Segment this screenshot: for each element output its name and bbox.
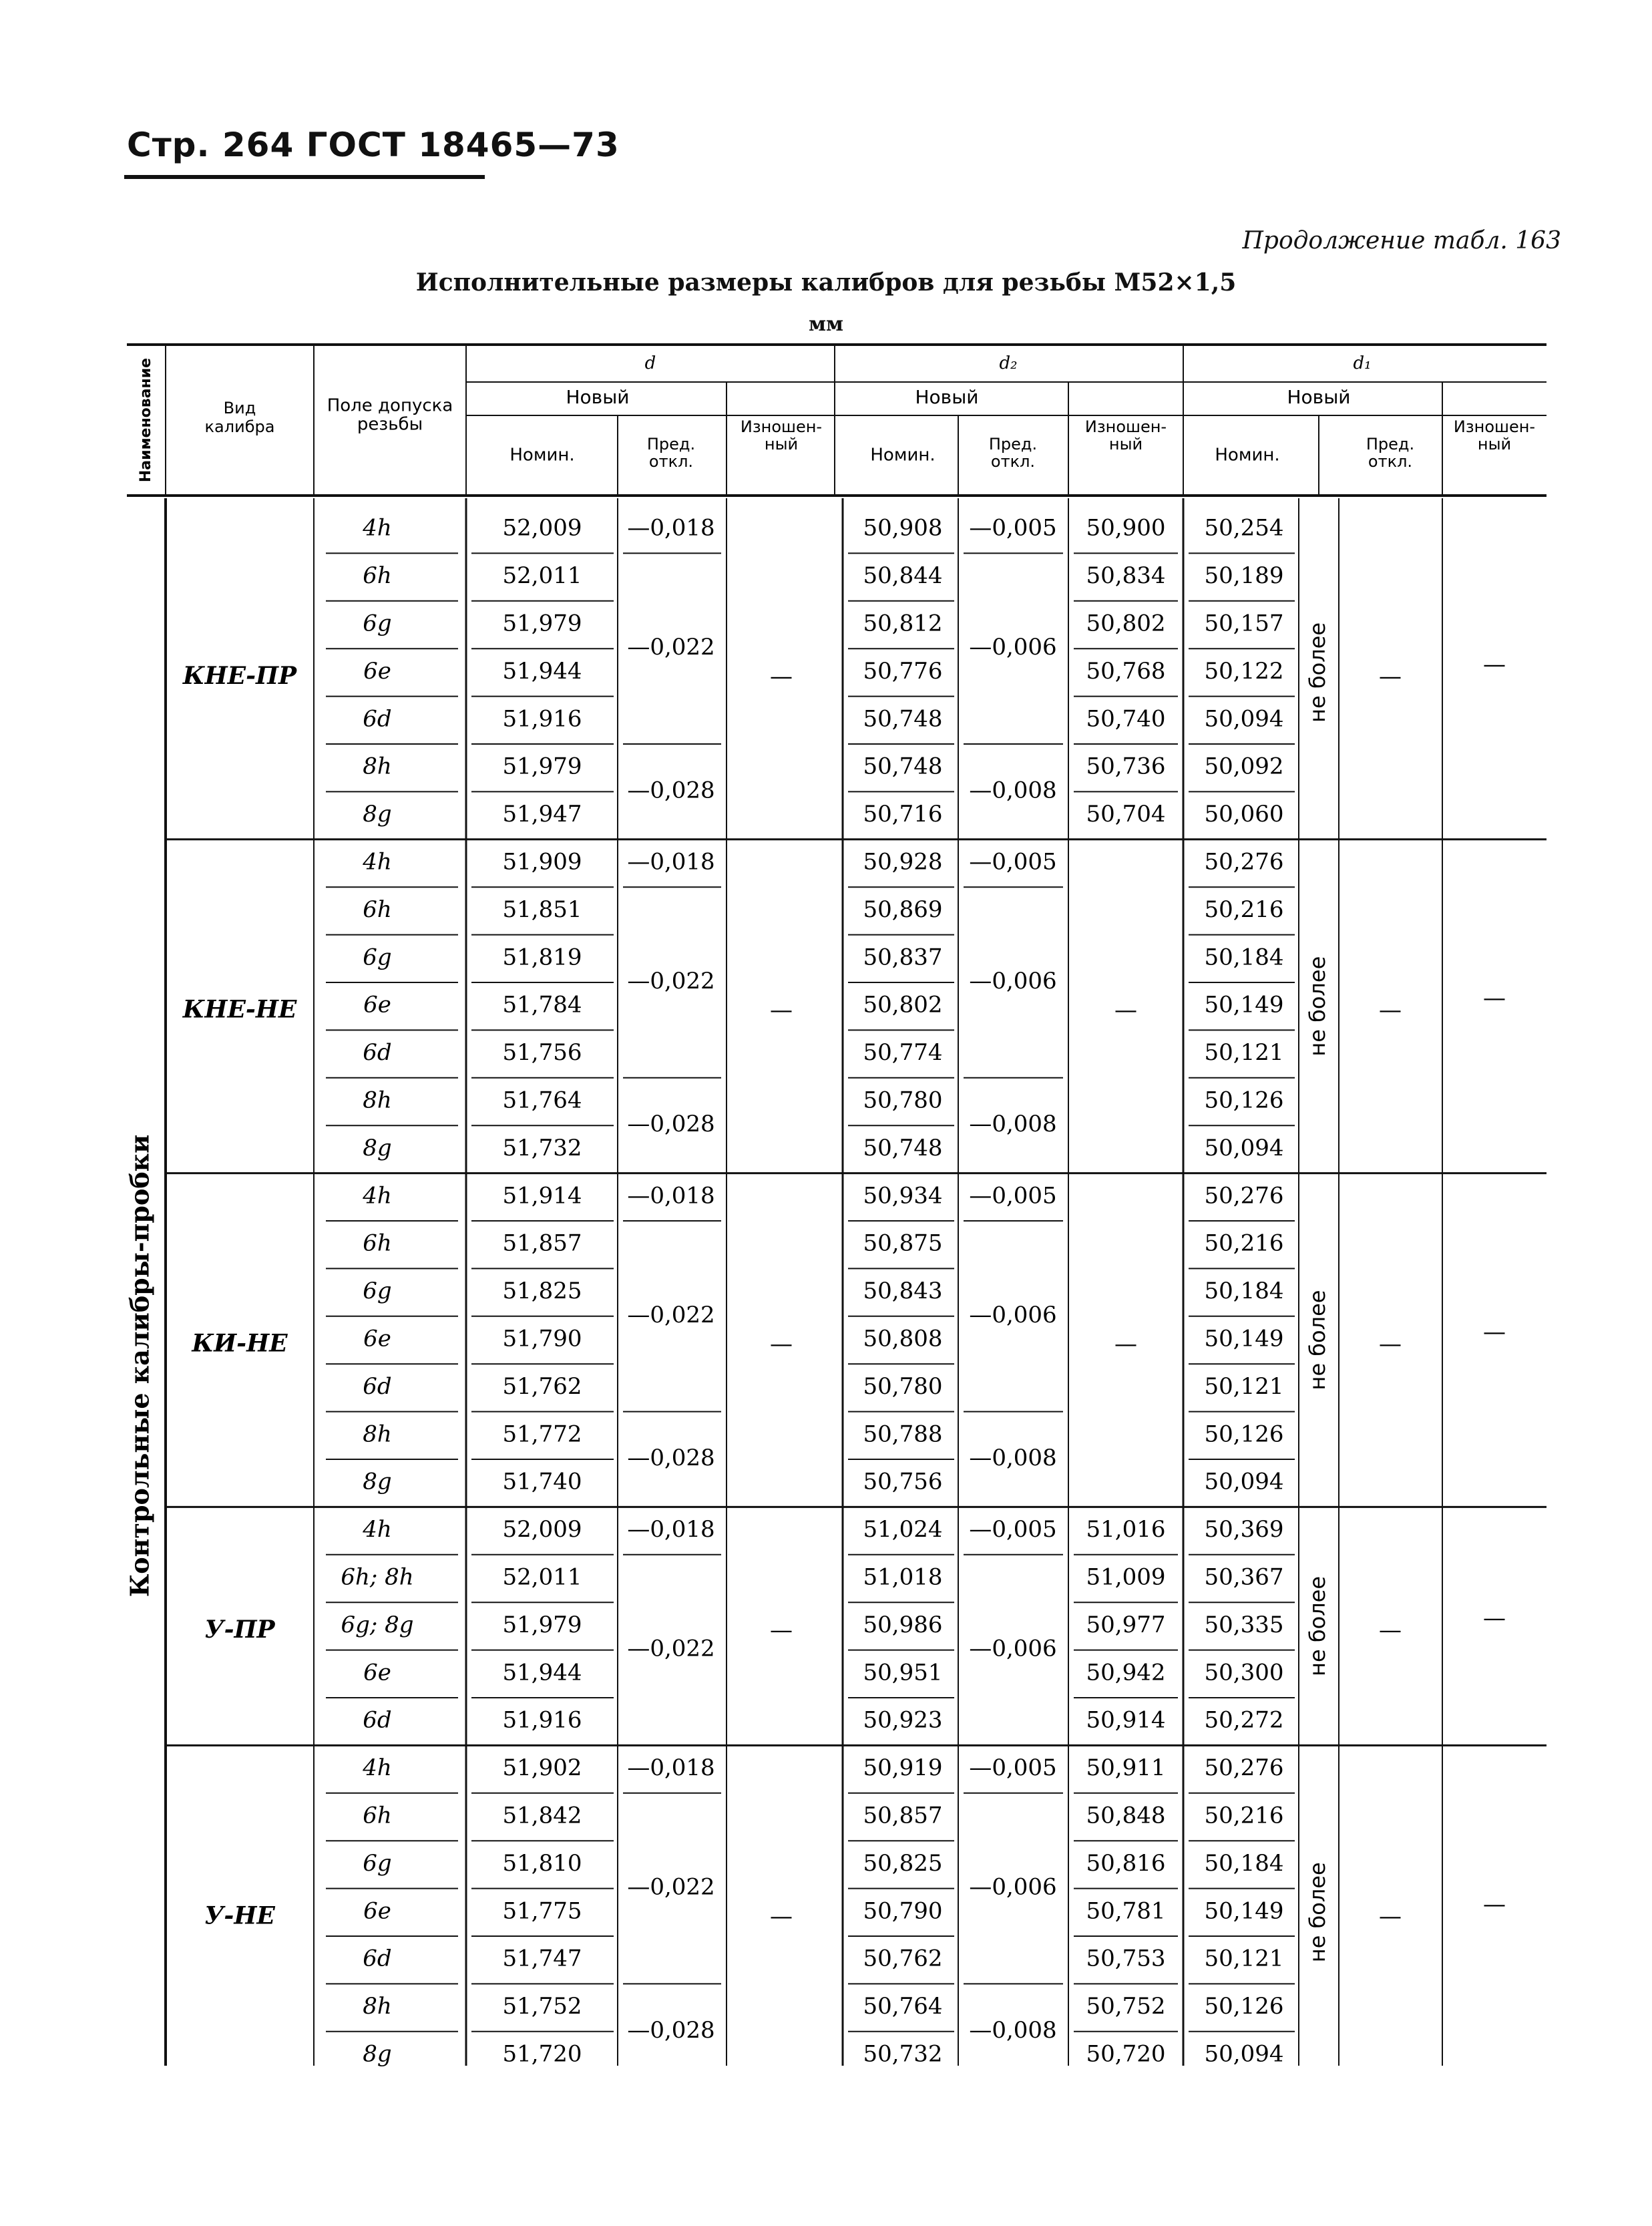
header-new: Новый bbox=[915, 386, 979, 408]
tolerance-field-cell: 6e bbox=[363, 991, 391, 1018]
d2-nominal-cell: 50,934 bbox=[863, 1182, 943, 1210]
d1-deviation-dash: — bbox=[1379, 1616, 1402, 1644]
gauge-type-name: КНЕ-ПР bbox=[182, 661, 297, 690]
d1-nominal-cell: 50,276 bbox=[1204, 1754, 1284, 1782]
d1-nominal-cell: 50,272 bbox=[1204, 1706, 1284, 1734]
header-deviation: откл. bbox=[648, 452, 694, 471]
d2-deviation-cell: —0,008 bbox=[969, 777, 1057, 804]
d2-nominal-cell: 50,908 bbox=[863, 514, 943, 542]
d2-nominal-cell: 50,923 bbox=[863, 1706, 943, 1734]
tolerance-field-cell: 8h bbox=[363, 1087, 392, 1114]
d-deviation-cell: —0,018 bbox=[627, 1182, 715, 1210]
d-nominal-cell: 51,979 bbox=[502, 753, 582, 780]
header-gauge-type: Вид bbox=[223, 399, 256, 417]
d2-nominal-cell: 50,928 bbox=[863, 848, 943, 876]
header-tolerance-field: Поле допуска bbox=[327, 395, 453, 416]
d1-nominal-cell: 50,276 bbox=[1204, 848, 1284, 876]
tolerance-field-cell: 6d bbox=[363, 1945, 392, 1972]
d-deviation-cell: —0,028 bbox=[627, 1111, 715, 1138]
d2-worn-cell: 50,914 bbox=[1086, 1706, 1166, 1734]
d-nominal-cell: 51,825 bbox=[502, 1278, 582, 1305]
d1-nominal-cell: 50,060 bbox=[1204, 801, 1284, 828]
header-worn: ный bbox=[764, 435, 799, 453]
header-name: Наименование bbox=[138, 357, 154, 483]
d-deviation-cell: —0,022 bbox=[627, 1301, 715, 1328]
d2-worn-cell: 50,911 bbox=[1086, 1754, 1166, 1782]
d1-worn-dash: — bbox=[1483, 1891, 1506, 1918]
header-tolerance-field: резьбы bbox=[357, 414, 423, 435]
d1-nominal-cell: 50,216 bbox=[1204, 1230, 1284, 1257]
d2-nominal-cell: 50,825 bbox=[863, 1849, 943, 1877]
d1-nominal-cell: 50,126 bbox=[1204, 1993, 1284, 2020]
header-nominal: Номин. bbox=[1215, 445, 1280, 466]
header-worn: Изношен- bbox=[1453, 417, 1536, 436]
tolerance-field-cell: 6h bbox=[363, 1230, 392, 1257]
d2-worn-cell: 50,977 bbox=[1086, 1611, 1166, 1638]
d-nominal-cell: 51,902 bbox=[502, 1754, 582, 1782]
d1-worn-dash: — bbox=[1483, 651, 1506, 678]
tolerance-field-cell: 6g bbox=[363, 610, 392, 637]
d-worn-dash: — bbox=[770, 1903, 793, 1930]
d2-worn-cell: 50,768 bbox=[1086, 657, 1166, 685]
d1-nominal-cell: 50,369 bbox=[1204, 1516, 1284, 1543]
d2-nominal-cell: 51,024 bbox=[863, 1516, 943, 1543]
tolerance-field-cell: 8g bbox=[363, 801, 392, 828]
d2-deviation-cell: —0,005 bbox=[969, 1516, 1057, 1543]
tolerance-field-cell: 8h bbox=[363, 753, 392, 780]
d1-deviation-dash: — bbox=[1379, 1903, 1402, 1930]
d1-nominal-cell: 50,216 bbox=[1204, 1802, 1284, 1829]
d-nominal-cell: 51,944 bbox=[502, 1659, 582, 1686]
tolerance-field-cell: 6d bbox=[363, 1706, 392, 1734]
d2-deviation-cell: —0,005 bbox=[969, 514, 1057, 542]
d2-worn-dash: — bbox=[1114, 996, 1137, 1024]
tolerance-field-cell: 6e bbox=[363, 1659, 391, 1686]
header-deviation: откл. bbox=[990, 452, 1036, 471]
tolerance-field-cell: 8g bbox=[363, 1134, 392, 1161]
d1-nominal-cell: 50,367 bbox=[1204, 1563, 1284, 1591]
header-new: Новый bbox=[1287, 386, 1351, 408]
d-nominal-cell: 51,947 bbox=[502, 801, 582, 828]
d2-nominal-cell: 50,869 bbox=[863, 896, 943, 923]
header-deviation: Пред. bbox=[1366, 435, 1415, 453]
d-nominal-cell: 51,909 bbox=[502, 848, 582, 876]
tolerance-field-cell: 8g bbox=[363, 1468, 392, 1495]
d-deviation-cell: —0,028 bbox=[627, 1445, 715, 1471]
d-deviation-cell: —0,022 bbox=[627, 634, 715, 661]
d-nominal-cell: 51,944 bbox=[502, 657, 582, 685]
d-deviation-cell: —0,028 bbox=[627, 2016, 715, 2044]
gauge-type-name: КИ-НЕ bbox=[192, 1329, 288, 1358]
d2-deviation-cell: —0,006 bbox=[969, 1873, 1057, 1901]
d-worn-dash: — bbox=[770, 1330, 793, 1358]
d2-worn-cell: 50,752 bbox=[1086, 1993, 1166, 2020]
d-nominal-cell: 51,979 bbox=[502, 1611, 582, 1638]
d1-nominal-cell: 50,184 bbox=[1204, 1849, 1284, 1877]
gauge-type-name: КНЕ-НЕ bbox=[182, 995, 297, 1024]
d-nominal-cell: 51,851 bbox=[502, 896, 582, 923]
d2-nominal-cell: 50,837 bbox=[863, 944, 943, 971]
tolerance-field-cell: 6h bbox=[363, 896, 392, 923]
d2-worn-cell: 50,740 bbox=[1086, 705, 1166, 733]
tolerance-field-cell: 8g bbox=[363, 2040, 392, 2068]
d-deviation-cell: —0,018 bbox=[627, 848, 715, 876]
header-deviation: Пред. bbox=[646, 435, 696, 453]
d2-deviation-cell: —0,006 bbox=[969, 1635, 1057, 1662]
d1-nominal-cell: 50,300 bbox=[1204, 1659, 1284, 1686]
d-nominal-cell: 51,747 bbox=[502, 1945, 582, 1972]
tolerance-field-cell: 6d bbox=[363, 1039, 392, 1067]
d-nominal-cell: 51,732 bbox=[502, 1134, 582, 1161]
d-worn-dash: — bbox=[770, 663, 793, 690]
d-nominal-cell: 51,810 bbox=[502, 1849, 582, 1877]
d-nominal-cell: 52,009 bbox=[502, 1516, 582, 1543]
d-nominal-cell: 51,857 bbox=[502, 1230, 582, 1257]
header-deviation: откл. bbox=[1368, 452, 1413, 471]
d2-nominal-cell: 50,812 bbox=[863, 610, 943, 637]
d-deviation-cell: —0,018 bbox=[627, 1754, 715, 1782]
d1-not-more-note: не более bbox=[1305, 1575, 1330, 1676]
d-nominal-cell: 51,784 bbox=[502, 991, 582, 1018]
d2-worn-cell: 50,781 bbox=[1086, 1897, 1166, 1925]
d-nominal-cell: 51,740 bbox=[502, 1468, 582, 1495]
d2-nominal-cell: 50,843 bbox=[863, 1278, 943, 1305]
d2-nominal-cell: 50,875 bbox=[863, 1230, 943, 1257]
d1-nominal-cell: 50,184 bbox=[1204, 944, 1284, 971]
tolerance-field-cell: 6e bbox=[363, 1325, 391, 1352]
tolerance-field-cell: 6e bbox=[363, 1897, 391, 1925]
d-deviation-cell: —0,022 bbox=[627, 1635, 715, 1662]
d1-nominal-cell: 50,149 bbox=[1204, 1325, 1284, 1352]
tolerance-field-cell: 6d bbox=[363, 1372, 392, 1400]
d2-worn-cell: 50,900 bbox=[1086, 514, 1166, 542]
d1-nominal-cell: 50,126 bbox=[1204, 1421, 1284, 1448]
header-worn: Изношен- bbox=[1084, 417, 1167, 436]
tolerance-field-cell: 8h bbox=[363, 1993, 392, 2020]
d-nominal-cell: 52,009 bbox=[502, 514, 582, 542]
d-worn-dash: — bbox=[770, 1616, 793, 1644]
d2-nominal-cell: 50,788 bbox=[863, 1421, 943, 1448]
gauge-type-name: У-НЕ bbox=[204, 1901, 275, 1930]
header-new: Новый bbox=[566, 386, 630, 408]
d1-nominal-cell: 50,276 bbox=[1204, 1182, 1284, 1210]
tolerance-field-cell: 4h bbox=[363, 1182, 392, 1210]
d-nominal-cell: 51,756 bbox=[502, 1039, 582, 1067]
d2-deviation-cell: —0,008 bbox=[969, 2016, 1057, 2044]
d2-worn-cell: 50,816 bbox=[1086, 1849, 1166, 1877]
d2-deviation-cell: —0,005 bbox=[969, 1182, 1057, 1210]
tolerance-field-cell: 4h bbox=[363, 848, 392, 876]
d2-nominal-cell: 50,776 bbox=[863, 657, 943, 685]
tolerance-field-cell: 4h bbox=[363, 514, 392, 542]
tolerance-field-cell: 6g bbox=[363, 944, 392, 971]
d2-deviation-cell: —0,006 bbox=[969, 634, 1057, 661]
d1-nominal-cell: 50,126 bbox=[1204, 1087, 1284, 1114]
d2-worn-cell: 50,720 bbox=[1086, 2040, 1166, 2068]
d-nominal-cell: 51,772 bbox=[502, 1421, 582, 1448]
d2-deviation-cell: —0,005 bbox=[969, 1754, 1057, 1782]
d1-nominal-cell: 50,094 bbox=[1204, 1134, 1284, 1161]
header-d1: d₁ bbox=[1353, 353, 1372, 373]
continuation-note: Продолжение табл. 163 bbox=[1242, 227, 1561, 254]
d2-nominal-cell: 50,919 bbox=[863, 1754, 943, 1782]
d-nominal-cell: 52,011 bbox=[502, 1563, 582, 1591]
d2-nominal-cell: 50,780 bbox=[863, 1087, 943, 1114]
tolerance-field-cell: 6h bbox=[363, 562, 392, 590]
tolerance-field-cell: 6e bbox=[363, 657, 391, 685]
d2-nominal-cell: 50,748 bbox=[863, 1134, 943, 1161]
d-nominal-cell: 51,720 bbox=[502, 2040, 582, 2068]
d2-deviation-cell: —0,008 bbox=[969, 1445, 1057, 1471]
d1-nominal-cell: 50,254 bbox=[1204, 514, 1284, 542]
tolerance-field-cell: 6h; 8h bbox=[341, 1563, 414, 1591]
d2-nominal-cell: 50,748 bbox=[863, 705, 943, 733]
d1-nominal-cell: 50,157 bbox=[1204, 610, 1284, 637]
header-deviation: Пред. bbox=[988, 435, 1038, 453]
d1-nominal-cell: 50,092 bbox=[1204, 753, 1284, 780]
d2-deviation-cell: —0,005 bbox=[969, 848, 1057, 876]
d1-not-more-note: не более bbox=[1305, 956, 1330, 1057]
tolerance-field-cell: 6d bbox=[363, 705, 392, 733]
d2-nominal-cell: 50,716 bbox=[863, 801, 943, 828]
d-deviation-cell: —0,022 bbox=[627, 1873, 715, 1901]
d1-deviation-dash: — bbox=[1379, 663, 1402, 690]
d1-nominal-cell: 50,149 bbox=[1204, 1897, 1284, 1925]
d1-nominal-cell: 50,189 bbox=[1204, 562, 1284, 590]
d-nominal-cell: 51,916 bbox=[502, 1706, 582, 1734]
d-nominal-cell: 51,842 bbox=[502, 1802, 582, 1829]
d2-deviation-cell: —0,008 bbox=[969, 1111, 1057, 1138]
d1-deviation-dash: — bbox=[1379, 996, 1402, 1024]
d1-nominal-cell: 50,121 bbox=[1204, 1945, 1284, 1972]
d1-nominal-cell: 50,335 bbox=[1204, 1611, 1284, 1638]
d1-not-more-note: не более bbox=[1305, 1290, 1330, 1390]
d-deviation-cell: —0,018 bbox=[627, 514, 715, 542]
d1-nominal-cell: 50,121 bbox=[1204, 1372, 1284, 1400]
d-nominal-cell: 51,916 bbox=[502, 705, 582, 733]
d2-worn-cell: 51,016 bbox=[1086, 1516, 1166, 1543]
d2-nominal-cell: 50,764 bbox=[863, 1993, 943, 2020]
d2-worn-cell: 50,736 bbox=[1086, 753, 1166, 780]
d-nominal-cell: 51,762 bbox=[502, 1372, 582, 1400]
header-worn: ный bbox=[1477, 435, 1512, 453]
header-nominal: Номин. bbox=[870, 445, 936, 466]
d1-nominal-cell: 50,121 bbox=[1204, 1039, 1284, 1067]
d1-worn-dash: — bbox=[1483, 1604, 1506, 1632]
category-label: Контрольные калибры-пробки bbox=[124, 1134, 155, 1598]
d2-nominal-cell: 50,748 bbox=[863, 753, 943, 780]
d2-nominal-cell: 50,808 bbox=[863, 1325, 943, 1352]
d-nominal-cell: 51,819 bbox=[502, 944, 582, 971]
d2-worn-cell: 51,009 bbox=[1086, 1563, 1166, 1591]
d2-nominal-cell: 50,857 bbox=[863, 1802, 943, 1829]
d2-worn-cell: 50,834 bbox=[1086, 562, 1166, 590]
d2-nominal-cell: 50,774 bbox=[863, 1039, 943, 1067]
header-gauge-type: калибра bbox=[204, 417, 275, 436]
d2-nominal-cell: 51,018 bbox=[863, 1563, 943, 1591]
d-nominal-cell: 51,790 bbox=[502, 1325, 582, 1352]
tolerance-field-cell: 4h bbox=[363, 1754, 392, 1782]
header-d2: d₂ bbox=[999, 353, 1018, 373]
d2-nominal-cell: 50,780 bbox=[863, 1372, 943, 1400]
d2-nominal-cell: 50,790 bbox=[863, 1897, 943, 1925]
d2-nominal-cell: 50,732 bbox=[863, 2040, 943, 2068]
tolerance-field-cell: 6g bbox=[363, 1849, 392, 1877]
d1-nominal-cell: 50,094 bbox=[1204, 2040, 1284, 2068]
d1-nominal-cell: 50,184 bbox=[1204, 1278, 1284, 1305]
d-nominal-cell: 51,979 bbox=[502, 610, 582, 637]
d2-nominal-cell: 50,756 bbox=[863, 1468, 943, 1495]
d-nominal-cell: 52,011 bbox=[502, 562, 582, 590]
d-deviation-cell: —0,022 bbox=[627, 968, 715, 994]
d2-worn-cell: 50,942 bbox=[1086, 1659, 1166, 1686]
tolerance-field-cell: 4h bbox=[363, 1516, 392, 1543]
d1-worn-dash: — bbox=[1483, 1318, 1506, 1346]
d2-worn-cell: 50,704 bbox=[1086, 801, 1166, 828]
d1-worn-dash: — bbox=[1483, 984, 1506, 1012]
d2-nominal-cell: 50,802 bbox=[863, 991, 943, 1018]
d-nominal-cell: 51,752 bbox=[502, 1993, 582, 2020]
tolerance-field-cell: 6g; 8g bbox=[341, 1611, 414, 1638]
d-deviation-cell: —0,018 bbox=[627, 1516, 715, 1543]
table-title: Исполнительные размеры калибров для резьбы М52×1,5 bbox=[415, 268, 1237, 297]
d2-nominal-cell: 50,951 bbox=[863, 1659, 943, 1686]
d1-nominal-cell: 50,094 bbox=[1204, 1468, 1284, 1495]
header-worn: ный bbox=[1108, 435, 1143, 453]
d2-nominal-cell: 50,844 bbox=[863, 562, 943, 590]
tolerance-field-cell: 8h bbox=[363, 1421, 392, 1448]
d1-nominal-cell: 50,122 bbox=[1204, 657, 1284, 685]
d1-nominal-cell: 50,149 bbox=[1204, 991, 1284, 1018]
d1-not-more-note: не более bbox=[1305, 1862, 1330, 1963]
d-nominal-cell: 51,764 bbox=[502, 1087, 582, 1114]
d2-worn-cell: 50,753 bbox=[1086, 1945, 1166, 1972]
d-nominal-cell: 51,914 bbox=[502, 1182, 582, 1210]
d-nominal-cell: 51,775 bbox=[502, 1897, 582, 1925]
page-header: Стр. 264 ГОСТ 18465—73 bbox=[127, 126, 620, 164]
header-nominal: Номин. bbox=[509, 445, 575, 466]
d2-worn-cell: 50,848 bbox=[1086, 1802, 1166, 1829]
d2-deviation-cell: —0,006 bbox=[969, 968, 1057, 994]
units-label: мм bbox=[808, 313, 844, 336]
d1-nominal-cell: 50,094 bbox=[1204, 705, 1284, 733]
d1-not-more-note: не более bbox=[1305, 622, 1330, 723]
d1-nominal-cell: 50,216 bbox=[1204, 896, 1284, 923]
header-worn: Изношен- bbox=[740, 417, 823, 436]
d1-deviation-dash: — bbox=[1379, 1330, 1402, 1358]
d2-worn-cell: 50,802 bbox=[1086, 610, 1166, 637]
d2-nominal-cell: 50,986 bbox=[863, 1611, 943, 1638]
tolerance-field-cell: 6h bbox=[363, 1802, 392, 1829]
d2-nominal-cell: 50,762 bbox=[863, 1945, 943, 1972]
d-deviation-cell: —0,028 bbox=[627, 777, 715, 804]
d2-deviation-cell: —0,006 bbox=[969, 1301, 1057, 1328]
header-d: d bbox=[644, 353, 656, 373]
d-worn-dash: — bbox=[770, 996, 793, 1024]
d2-worn-dash: — bbox=[1114, 1330, 1137, 1358]
tolerance-field-cell: 6g bbox=[363, 1278, 392, 1305]
gauge-type-name: У-ПР bbox=[204, 1615, 275, 1644]
